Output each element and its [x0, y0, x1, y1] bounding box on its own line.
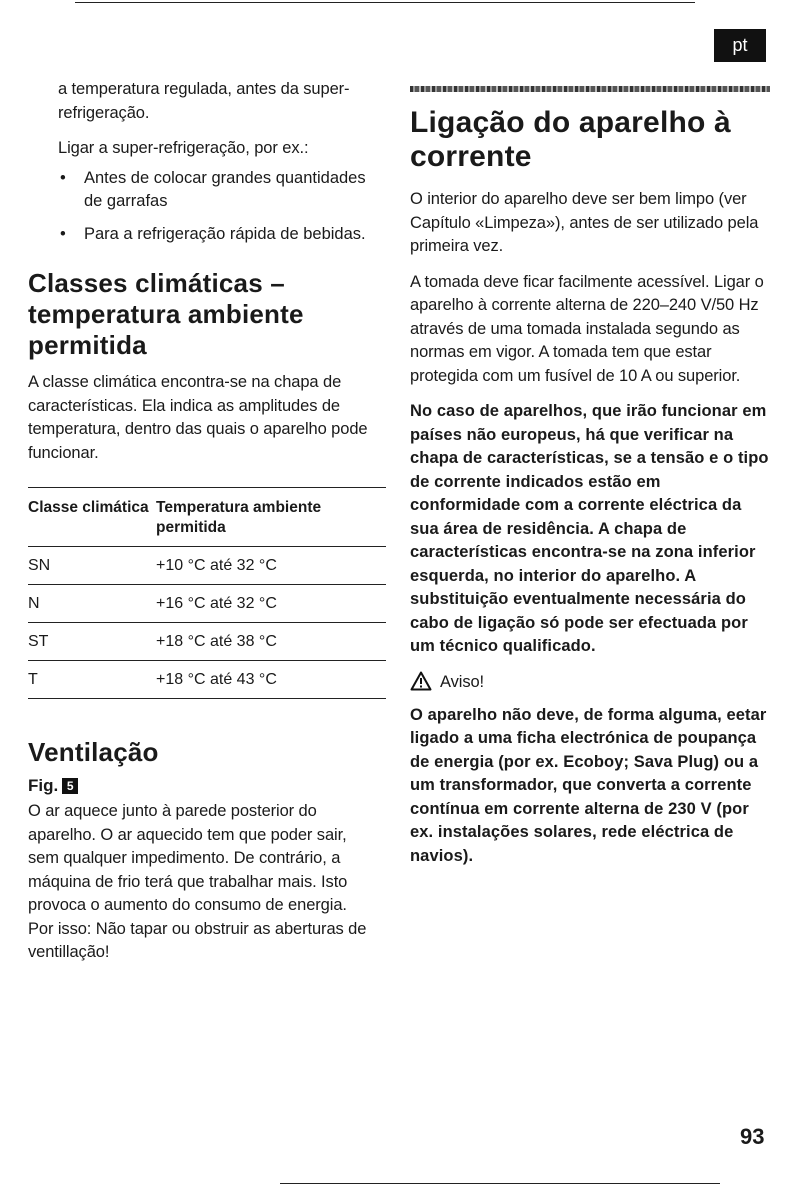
connection-paragraph-cleaning: O interior do aparelho deve ser bem limpo (ver Capítulo «Limpeza»), antes de ser utilizado pela primeira vez. — [410, 190, 759, 255]
connection-heading: Ligação do aparelho à corrente — [410, 106, 731, 173]
list-item-text: Para a refrigeração rápida de bebidas. — [84, 224, 366, 243]
table-row — [28, 623, 386, 661]
figure-number: 5 — [62, 778, 78, 794]
connection-paragraph-foreign: No caso de aparelhos, que irão funcionar em países não europeus, há que verificar na chapa de características, se a tensão e o tipo de corrente indicados estão em conformidade com a corrente eléctrica da sua área de residência. A chapa de características encontra-se na zona inferior esquerda, no interior do aparelho. A substituição eventualmente necessária do cabo de ligação só pode ser efectuada por um técnico qualificado. — [410, 402, 769, 655]
warning-paragraph: O aparelho não deve, de forma alguma, eetar ligado a uma ficha electrónica de poupança de energia (por ex. Ecoboy; Sava Plug) ou a um transformador, que converta a corrente contínua em corrente alterna de 230 V (por ex. instalações solares, rede eléctrica de navios). — [410, 705, 767, 865]
list-item — [58, 223, 380, 247]
climate-paragraph: A classe climática encontra-se na chapa de características. Ela indica as amplitudes de temperatura, dentro das quais o aparelho pode funcionar. — [28, 373, 368, 462]
language-badge: pt — [714, 29, 766, 62]
ventilation-heading: Ventilação — [28, 737, 159, 767]
bullet-list — [28, 167, 380, 247]
table-row — [28, 547, 386, 585]
section-divider — [410, 86, 770, 92]
lead-paragraph: Ligar a super-refrigeração, por ex.: — [58, 139, 309, 157]
warning-triangle-icon — [410, 671, 432, 696]
warning-label: Aviso! — [440, 673, 485, 692]
table-cell: SN — [28, 547, 156, 585]
ventilation-note: Por isso: Não tapar ou obstruir as aberturas de ventillação! — [28, 919, 367, 961]
table-cell: +16 °C até 32 °C — [156, 585, 386, 623]
table-cell: +18 °C até 43 °C — [156, 661, 386, 699]
column-header-temperature: Temperatura ambiente permitida — [156, 488, 386, 547]
intro-paragraph: a temperatura regulada, antes da super-refrigeração. — [58, 80, 350, 122]
table-row — [28, 585, 386, 623]
page-number: 93 — [740, 1124, 765, 1149]
climate-table — [28, 487, 386, 699]
climate-heading: Classes climáticas – temperatura ambiente permitida — [28, 268, 304, 360]
figure-reference — [28, 776, 380, 796]
bottom-rule — [280, 1183, 720, 1184]
bullet-icon: • — [60, 224, 66, 243]
ventilation-paragraph: O ar aquece junto à parede posterior do aparelho. O ar aquecido tem que poder sair, sem qualquer impedimento. De contrário, a máquina de frio terá que trabalhar mais. Isto provoca o aumento do consumo de energia. — [28, 802, 348, 914]
list-item — [58, 167, 380, 214]
list-item-text: Antes de colocar grandes quantidades de garrafas — [84, 168, 366, 210]
table-header-row — [28, 488, 386, 547]
left-column — [28, 78, 380, 965]
bullet-icon: • — [60, 168, 66, 187]
right-column — [410, 80, 770, 868]
connection-paragraph-socket: A tomada deve ficar facilmente acessível. Ligar o aparelho à corrente alterna de 220–240 V/50 Hz através de uma tomada instalada segundo as normas em vigor. A tomada tem que estar protegida com um fusível de 10 A ou superior. — [410, 272, 764, 385]
warning-label-row — [410, 671, 770, 696]
figure-label: Fig. — [28, 776, 59, 795]
top-rule — [75, 2, 695, 3]
table-cell: +10 °C até 32 °C — [156, 547, 386, 585]
column-header-class: Classe climática — [28, 488, 156, 547]
table-cell: T — [28, 661, 156, 699]
table-cell: N — [28, 585, 156, 623]
table-cell: ST — [28, 623, 156, 661]
table-cell: +18 °C até 38 °C — [156, 623, 386, 661]
table-row — [28, 661, 386, 699]
